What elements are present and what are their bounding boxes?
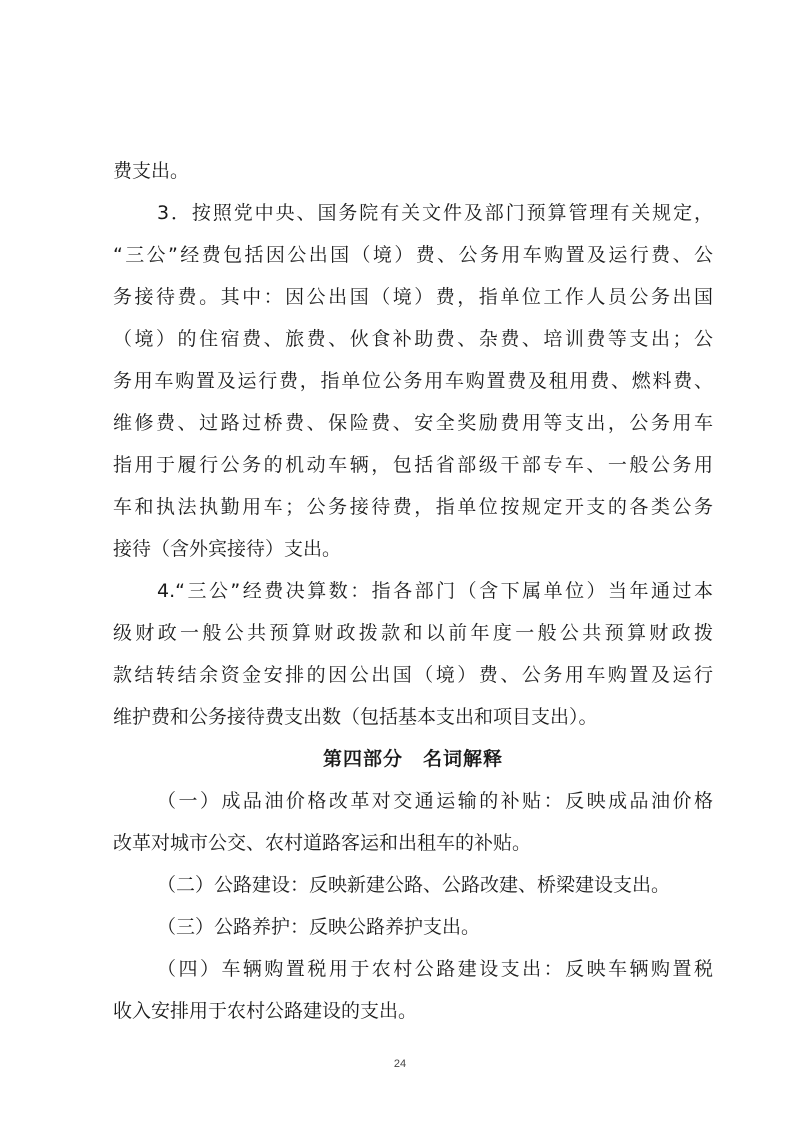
page-number: 24 [393,1058,407,1070]
text-line: 接待（含外宾接待）支出。 [113,538,342,560]
text-line: 车和执法执勤用车；公务接待费，指单位按规定开支的各类公务 [113,496,713,518]
text-line: 维护费和公务接待费支出数（包括基本支出和项目支出）。 [113,706,598,728]
text-line: 3．按照党中央、国务院有关文件及部门预算管理有关规定， [157,202,713,224]
text-line: 费支出。 [113,160,190,182]
page-body [113,150,713,1032]
paragraph-item-4 [113,570,713,738]
section-heading: 第四部分 名词解释 [322,748,503,770]
text-line: 务用车购置及运行费，指单位公务用车购置费及租用费、燃料费、 [113,370,713,392]
text-line: “三公”经费包括因公出国（境）费、公务用车购置及运行费、公 [113,244,713,266]
term-definition-4 [113,948,713,1032]
text-line: 务接待费。其中：因公出国（境）费，指单位工作人员公务出国 [113,286,713,308]
term-definition-2 [113,864,713,906]
text-line: （一）成品油价格改革对交通运输的补贴：反映成品油价格 [157,790,713,812]
term-definition-3 [113,906,713,948]
text-line: （四）车辆购置税用于农村公路建设支出：反映车辆购置税 [157,958,713,980]
text-line: 改革对城市公交、农村道路客运和出租车的补贴。 [113,832,532,854]
text-line: 收入安排用于农村公路建设的支出。 [113,1000,418,1022]
paragraph-item-3 [113,192,713,570]
text-line: 4.“三公”经费决算数：指各部门（含下属单位）当年通过本 [157,580,713,602]
paragraph-continued [113,150,713,192]
text-line: 指用于履行公务的机动车辆，包括省部级干部专车、一般公务用 [113,454,713,476]
text-line: （三）公路养护：反映公路养护支出。 [157,916,481,938]
text-line: （境）的住宿费、旅费、伙食补助费、杂费、培训费等支出；公 [113,328,713,350]
term-definition-1 [113,780,713,864]
text-line: 维修费、过路过桥费、保险费、安全奖励费用等支出，公务用车 [113,412,713,434]
text-line: 款结转结余资金安排的因公出国（境）费、公务用车购置及运行 [113,664,713,686]
text-line: （二）公路建设：反映新建公路、公路改建、桥梁建设支出。 [157,874,671,896]
text-line: 级财政一般公共预算财政拨款和以前年度一般公共预算财政拨 [113,622,713,644]
